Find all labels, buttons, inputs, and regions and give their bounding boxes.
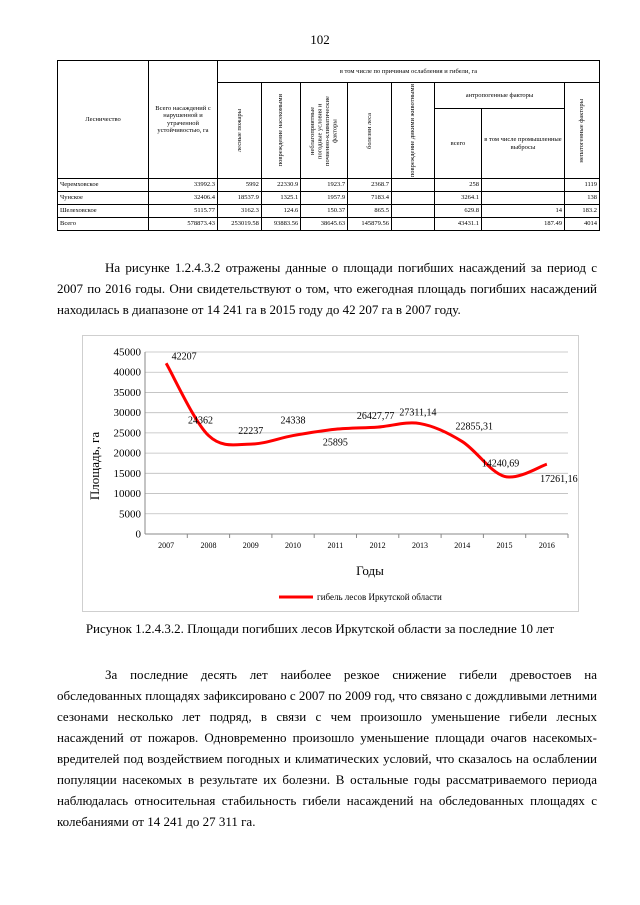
table-row [58,179,600,192]
data-label: 27311,14 [399,407,437,419]
x-tick-label: 2015 [496,541,513,550]
data-label: 24338 [280,415,306,427]
y-tick-label: 30000 [113,407,141,420]
cell-total: 33992.3 [149,179,218,192]
cell-fires: 3162.3 [218,205,262,218]
header-forestry: Лесничество [58,61,149,179]
header-nonpath: непатогенные факторы [578,98,586,163]
cell-insects: 1325.1 [261,192,300,205]
legend-label: гибель лесов Иркутской области [317,592,442,602]
x-tick-label: 2008 [200,541,217,550]
cell-industrial: 14 [482,205,565,218]
cell-nonpath: 1119 [565,179,600,192]
cell-anthro: 43431.1 [435,218,482,231]
cell-anthro: 258 [435,179,482,192]
cell-insects: 22330.9 [261,179,300,192]
cell-nonpath: 138 [565,192,600,205]
header-industrial: в том числе промышленные выбросы [482,109,565,179]
cell-name: Чунское [58,192,149,205]
y-tick-label: 5000 [119,508,141,521]
data-label: 22237 [238,426,264,438]
cell-industrial [482,179,565,192]
y-tick-label: 0 [135,528,141,541]
y-tick-label: 15000 [113,467,141,480]
cell-nonpath: 183.2 [565,205,600,218]
cell-diseases: 865.5 [348,205,392,218]
figure-caption: Рисунок 1.2.4.3.2. Площади погибших лесов Иркутской области за последние 10 лет [85,621,555,636]
header-fires: лесные пожары [235,109,243,153]
y-tick-label: 10000 [113,488,141,501]
data-label: 17261,16 [540,474,578,486]
cell-anthro: 629.8 [435,205,482,218]
data-label: 24362 [187,415,213,427]
cell-name: Всего [58,218,149,231]
chart-container [82,335,579,612]
cell-total: 32406.4 [149,192,218,205]
cell-anthro: 3264.1 [435,192,482,205]
table-row [58,205,600,218]
y-tick-label: 45000 [113,346,141,359]
header-total: Всего насаждений с нарушенной и утраченной устойчивостью, га [149,61,218,179]
y-tick-label: 20000 [113,447,141,460]
data-label: 25895 [322,437,348,449]
header-anthro-total: всего [435,109,482,179]
header-weather: неблагоприятные погодные условия и почвенно-климатические факторы [309,95,339,166]
paragraph-intro: На рисунке 1.2.4.3.2 отражены данные о площади погибших насаждений за период с 2007 по 2016 годы. Они свидетельствуют о том, что ежегодная площадь погибших насаждений находилась в диапазоне от 14 241 га в 2015 году до 42 207 га в 2007 году. [57,260,597,317]
data-label: 22855,31 [455,421,493,433]
x-tick-label: 2016 [538,541,555,550]
x-tick-label: 2009 [242,541,259,550]
x-tick-label: 2010 [285,541,302,550]
cell-name: Шелеховское [58,205,149,218]
header-anthropogenic: антропогенные факторы [435,83,565,109]
x-tick-label: 2011 [327,541,344,550]
x-tick-label: 2014 [454,541,471,550]
paragraph-analysis: За последние десять лет наиболее резкое снижение гибели древостоев на обследованных площадях зафиксировано с 2007 по 2009 год, что связано с дождливыми летними сезонами несколько лет подряд, в связи с чем произошло уменьшение гибели лесных насаждений от пожаров. Одновременно произошло уменьшение площади очагов насекомых-вредителей под воздействием погодных и климатических условий, что сказалось на ослаблении популяции насекомых в результате их болезни. В остальные годы рассматриваемого периода наблюдалась относительная стабильность гибели насаждений на обследованных площадях с колебаниями от 14 241 до 27 311 га. [57,667,597,829]
cell-insects: 93883.56 [261,218,300,231]
x-tick-label: 2007 [158,541,175,550]
cell-nonpath: 4014 [565,218,600,231]
cell-animals [392,218,435,231]
cell-weather: 1957.9 [301,192,348,205]
cell-fires: 253019.58 [218,218,262,231]
cell-animals [392,205,435,218]
cell-fires: 5992 [218,179,262,192]
cell-weather: 1923.7 [301,179,348,192]
cell-name: Черемховское [58,179,149,192]
x-tick-label: 2012 [369,541,386,550]
y-axis-title: Площадь, га [87,431,102,501]
line-chart [83,336,578,611]
cell-weather: 150.37 [301,205,348,218]
x-axis-title: Годы [356,563,384,578]
header-animals: повреждение дикими животными [409,84,417,178]
cell-animals [392,192,435,205]
cell-diseases: 145879.56 [348,218,392,231]
y-tick-label: 25000 [113,427,141,440]
table-row [58,192,600,205]
y-tick-label: 35000 [113,386,141,399]
page-number: 102 [310,32,330,47]
cell-fires: 18537.9 [218,192,262,205]
cell-industrial: 187.49 [482,218,565,231]
y-tick-label: 40000 [113,366,141,379]
x-tick-label: 2013 [411,541,428,550]
table-row [58,218,600,231]
cell-diseases: 7183.4 [348,192,392,205]
header-insects: повреждение насекомыми [277,94,285,167]
cell-total: 578873.43 [149,218,218,231]
cell-weather: 38645.63 [301,218,348,231]
cell-diseases: 2368.7 [348,179,392,192]
forest-damage-table [57,60,600,231]
header-diseases: болезни леса [365,112,373,149]
cell-total: 5115.77 [149,205,218,218]
header-causes: в том числе по причинам ослабления и гибели, га [218,61,600,83]
cell-industrial [482,192,565,205]
data-label: 42207 [171,351,197,363]
data-label: 14240,69 [481,458,520,470]
data-label: 26427,77 [356,411,395,423]
cell-animals [392,179,435,192]
cell-insects: 124.6 [261,205,300,218]
